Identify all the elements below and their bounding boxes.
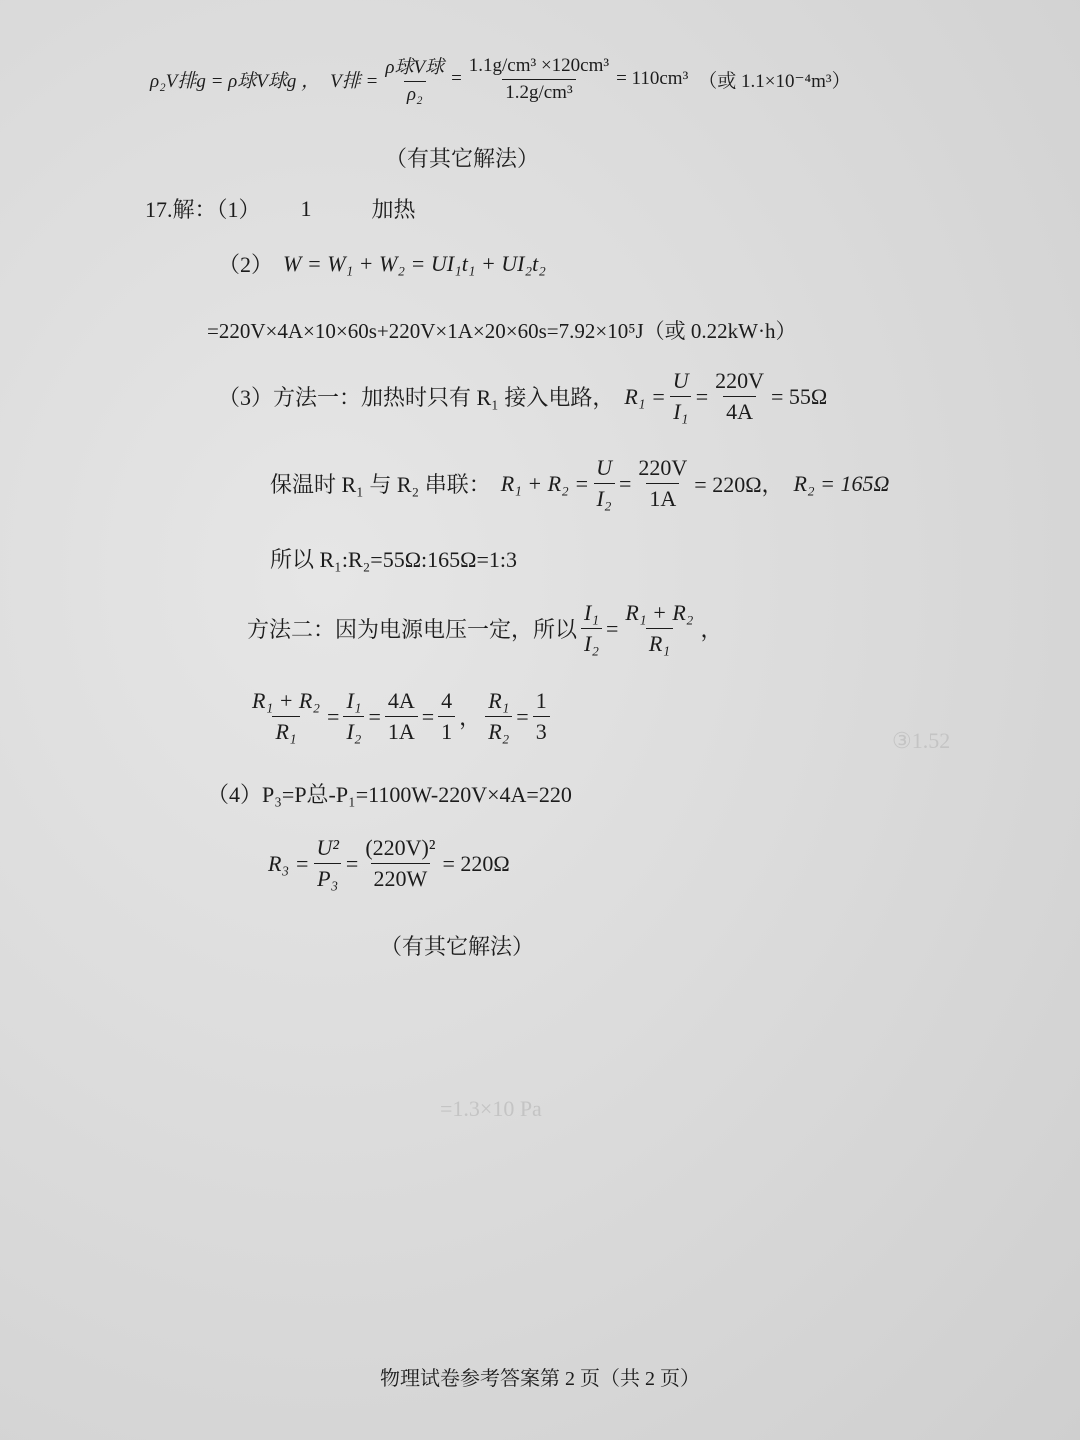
q17-label: 17.解：（1） bbox=[145, 197, 261, 222]
r1-result: = 55Ω bbox=[771, 383, 828, 409]
q17-answer-number: 1 bbox=[300, 195, 312, 221]
fraction-volume-calc: $\frac{\text{1.1g/cm³ ×120cm³}}{\text{1.2g/cm³}}$ bbox=[468, 54, 610, 103]
other-solution-note-1: （有其它解法） bbox=[385, 146, 540, 171]
q17-method2-line1: 方法二：因为电源电压一定，所以 $\frac{\text{I₁}}{\text{I₂}}$ = $\frac{\text{R₁ + R₂}}{\text{R₁}}$ ， bbox=[247, 600, 723, 656]
fraction-220v-1a: $\frac{220V}{1A}$ bbox=[638, 455, 688, 511]
volume-label: V排 = bbox=[330, 70, 379, 92]
q17-part4-r3: R₃ = $\frac{\text{U²}}{\text{P₃}}$ = $\frac{\text{(220V)²}}{220W}$ = 220Ω bbox=[268, 835, 510, 891]
fraction-u-over-i2: $\frac{U}{\text{I₂}}$ bbox=[593, 455, 615, 512]
q17-part4-power: （4）P₃=P总-P₁=1100W-220V×4A=220 bbox=[207, 782, 572, 807]
page-footer: 物理试卷参考答案第 2 页（共 2 页） bbox=[380, 1368, 700, 1390]
q17-heading bbox=[145, 193, 416, 224]
volume-alt: （或 1.1×10⁻⁴m³） bbox=[698, 70, 851, 92]
r3-result: = 220Ω bbox=[442, 850, 510, 876]
r2-result: R₂ = 165Ω bbox=[793, 470, 890, 496]
other-solution-note-2: （有其它解法） bbox=[380, 934, 535, 959]
q17-part2-calc: =220V×4A×10×60s+220V×1A×20×60s=7.92×10⁵J（或 0.22kW·h） bbox=[207, 319, 797, 343]
equation-line-1: ρ₂V排g = ρ球V球g ， V排 = $\frac{\text{ρ球V球}}{\text{ρ₂}}$ = $\frac{\text{1.1g/cm³ ×120cm³}}{\text{1.2g/cm³}}$ = 110cm³ （或 1.1×10⁻⁴m³） bbox=[150, 52, 851, 106]
work-formula: W = W₁ + W₂ = UI₁t₁ + UI₂t₂ bbox=[283, 250, 546, 276]
buoyancy-equation: ρ₂V排g = ρ球V球g ， bbox=[150, 70, 321, 92]
fraction-density-ratio: $\frac{\text{ρ球V球}}{\text{ρ₂}}$ bbox=[385, 57, 445, 105]
q17-answer-word: 加热 bbox=[371, 197, 416, 222]
bleed-through-text-1: ③1.52 bbox=[892, 728, 951, 753]
q17-part3-ratio: 所以 R₁:R₂=55Ω:165Ω=1:3 bbox=[270, 547, 518, 572]
q17-method2-line2: $\frac{\text{R₁ + R₂}}{\text{R₁}}$ = $\frac{\text{I₁}}{\text{I₂}}$ = $\frac{4A}{1A}$ = $\frac{4}{1}$ ， $\frac{\text{R₁}}{\text{R₂}}$ = $\frac{1}{3}$ bbox=[245, 688, 554, 745]
fraction-u-over-i1: $\frac{U}{\text{I₁}}$ bbox=[670, 368, 692, 425]
volume-result: = 110cm³ bbox=[616, 68, 689, 89]
fraction-220v2-over-220w: $\frac{\text{(220V)²}}{220W}$ bbox=[365, 835, 436, 891]
fraction-u2-over-p3: $\frac{\text{U²}}{\text{P₃}}$ bbox=[313, 835, 341, 892]
q17-part2-formula: （2） W = W₁ + W₂ = UI₁t₁ + UI₂t₂ bbox=[218, 250, 546, 277]
bleed-through-text-2: =1.3×10 Pa bbox=[440, 1096, 542, 1121]
fraction-r1r2-over-r1: $\frac{\text{R₁ + R₂}}{\text{R₁}}$ bbox=[625, 600, 694, 656]
series-result: = 220Ω， bbox=[694, 472, 784, 497]
q17-part3-method1: （3）方法一：加热时只有 R₁ 接入电路， R₁ = $\frac{U}{\text{I₁}}$ = $\frac{220V}{4A}$ = 55Ω bbox=[218, 368, 828, 424]
q17-part3-keepwarm: 保温时 R₁ 与 R₂ 串联： R₁ + R₂ = $\frac{U}{\text{I₂}}$ = $\frac{220V}{1A}$ = 220Ω， R₂ = 165Ω bbox=[270, 455, 890, 511]
fraction-i1-over-i2: $\frac{\text{I₁}}{\text{I₂}}$ bbox=[581, 600, 602, 657]
fraction-220v-4a: $\frac{220V}{4A}$ bbox=[715, 368, 764, 424]
